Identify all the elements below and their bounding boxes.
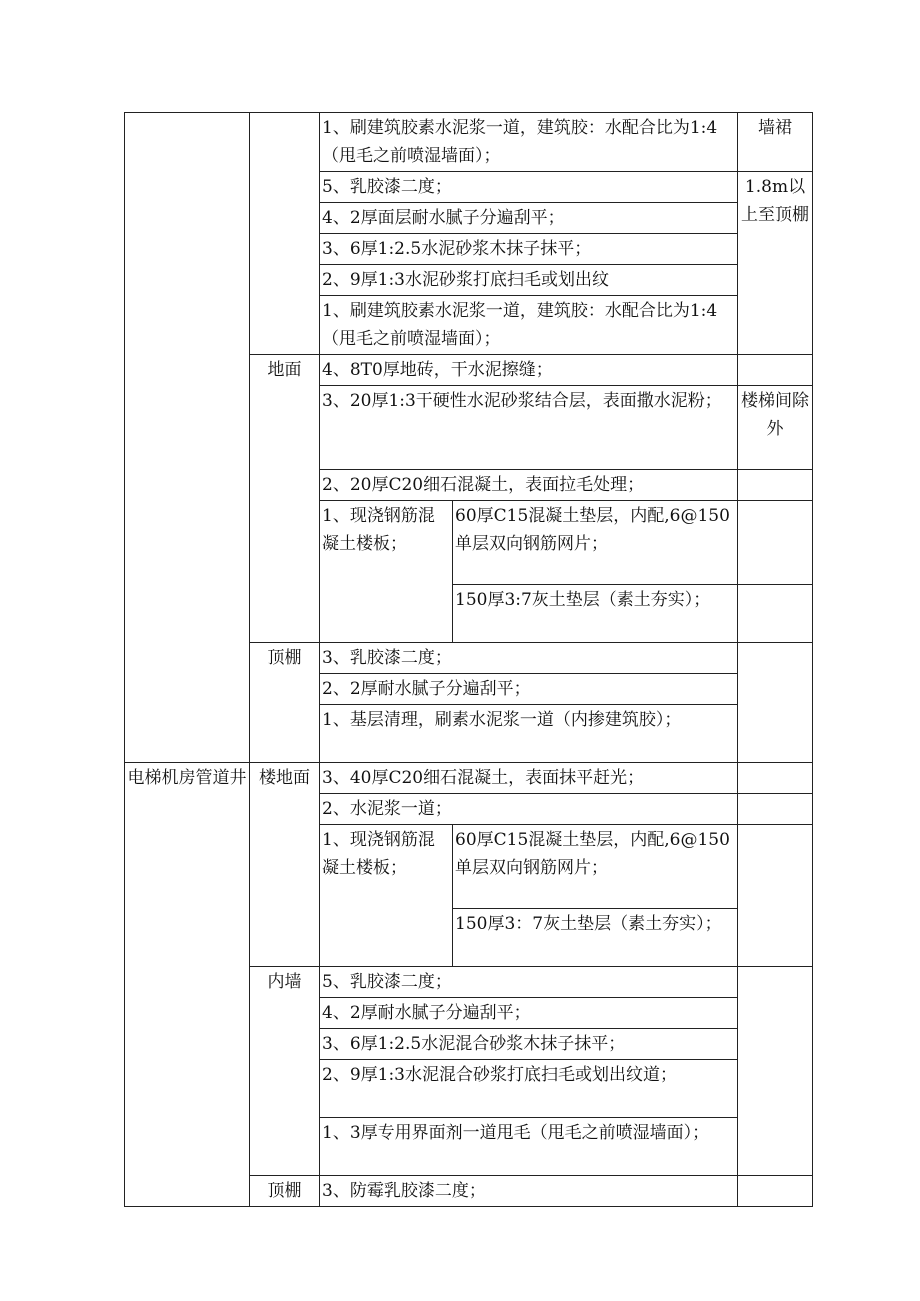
spec-cell: 3、防霉乳胶漆二度； [320,1176,738,1207]
spec-cell: 1、3厚专用界面剂一道甩毛（甩毛之前喷湿墙面）； [320,1118,738,1176]
spec-cell: 5、乳胶漆二度； [320,967,738,998]
location-cell: 地面 [250,355,320,643]
spec-cell: 3、乳胶漆二度； [320,643,738,674]
spec-cell: 2、9厚1:3水泥混合砂浆打底扫毛或划出纹道； [320,1060,738,1118]
spec-cell: 1、现浇钢筋混凝土楼板； [320,825,453,967]
note-cell-blank [738,355,813,386]
spec-cell: 4、2厚面层耐水腻子分遍刮平； [320,203,738,234]
spec-cell: 2、水泥浆一道； [320,794,738,825]
note-cell-blank [738,825,813,967]
location-cell-blank [250,113,320,355]
note-cell: 1.8m以上至顶棚 [738,172,813,355]
note-cell: 墙裙 [738,113,813,172]
note-cell-blank [738,763,813,794]
note-cell-blank [738,501,813,585]
spec-cell: 3、20厚1:3干硬性水泥砂浆结合层，表面撒水泥粉； [320,386,738,470]
sub-spec-cell: 150厚3：7灰土垫层（素土夯实）； [453,909,738,967]
note-cell-blank [738,470,813,501]
location-cell: 顶棚 [250,1176,320,1207]
spec-cell: 3、6厚1:2.5水泥砂浆木抹子抹平； [320,234,738,265]
note-cell-blank [738,585,813,643]
table-row [125,763,813,794]
note-cell-blank [738,794,813,825]
location-cell: 楼地面 [250,763,320,967]
sub-spec-cell: 150厚3:7灰土垫层（素土夯实）； [453,585,738,643]
note-cell: 楼梯间除外 [738,386,813,470]
category-cell: 电梯机房管道井 [125,763,250,1207]
note-cell-blank [738,643,813,763]
sub-spec-cell: 60厚C15混凝土垫层，内配,6@150单层双向钢筋网片； [453,501,738,585]
spec-cell: 5、乳胶漆二度； [320,172,738,203]
category-cell-blank [125,113,250,763]
spec-cell: 2、20厚C20细石混凝土，表面拉毛处理； [320,470,738,501]
spec-cell: 4、8T0厚地砖，干水泥擦缝； [320,355,738,386]
spec-cell: 1、刷建筑胶素水泥浆一道，建筑胶：水配合比为1:4（甩毛之前喷湿墙面）； [320,113,738,172]
spec-cell: 2、2厚耐水腻子分遍刮平； [320,674,738,705]
construction-spec-table [124,112,813,1207]
table-row [125,113,813,172]
spec-cell: 1、刷建筑胶素水泥浆一道，建筑胶：水配合比为1:4（甩毛之前喷湿墙面）； [320,296,738,355]
sub-spec-cell: 60厚C15混凝土垫层，内配,6@150单层双向钢筋网片； [453,825,738,909]
spec-cell: 3、40厚C20细石混凝土，表面抹平赶光； [320,763,738,794]
location-cell: 内墙 [250,967,320,1176]
spec-cell: 3、6厚1:2.5水泥混合砂浆木抹子抹平； [320,1029,738,1060]
spec-cell: 2、9厚1:3水泥砂浆打底扫毛或划出纹 [320,265,738,296]
location-cell: 顶棚 [250,643,320,763]
note-cell-blank [738,1176,813,1207]
spec-cell: 1、现浇钢筋混凝土楼板； [320,501,453,643]
note-cell-blank [738,967,813,1176]
spec-cell: 4、2厚耐水腻子分遍刮平； [320,998,738,1029]
spec-cell: 1、基层清理，刷素水泥浆一道（内掺建筑胶）； [320,705,738,763]
